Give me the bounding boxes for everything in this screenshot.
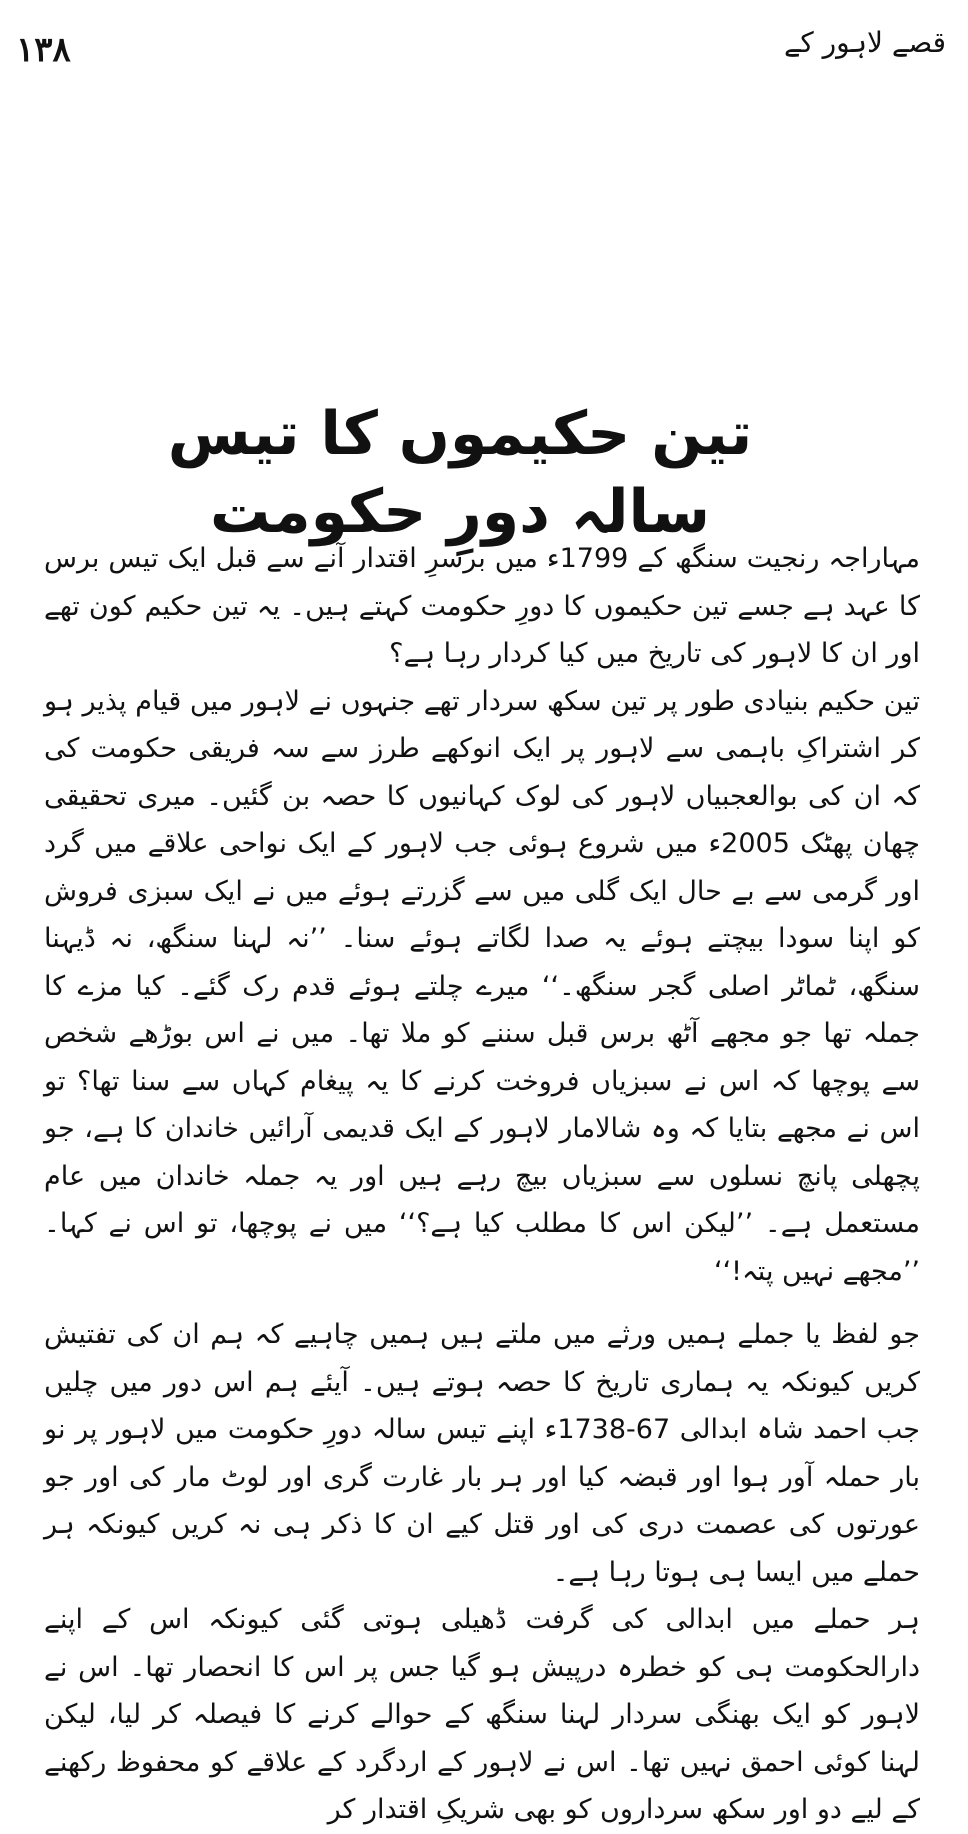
paragraph: تین حکیم بنیادی طور پر تین سکھ سردار تھے جنہوں نے لاہور میں قیام پذیر ہو کر اشتراکِ باہمی سے لاہور پر ایک انوکھے طرز سے سہ فریقی حکومت کی کہ ان کی بوالعجبیاں لاہور کی لوک کہانیوں کا حصہ بن گئیں۔ میری تحقیقی چھان پھٹک 2005ء میں شروع ہوئی جب لاہور کے ایک نواحی علاقے میں گرد اور گرمی سے بے حال ایک گلی میں سے گزرتے ہوئے میں نے ایک سبزی فروش کو اپنا سودا بیچتے ہوئے یہ صدا لگاتے ہوئے سنا۔ ’’نہ لہنا سنگھ، نہ ڈیہنا سنگھ، ٹماٹر اصلی گجر سنگھ۔‘‘ میرے چلتے ہوئے قدم رک گئے۔ کیا مزے کا جملہ تھا جو مجھے آٹھ برس قبل سننے کو ملا تھا۔ میں نے اس بوڑھے شخص سے پوچھا کہ اس نے سبزیاں فروخت کرنے کا یہ پیغام کہاں سے سنا تھا؟ تو اس نے مجھے بتایا کہ وہ شالامار لاہور کے ایک قدیمی آرائیں خاندان کا ہے، جو پچھلی پانچ نسلوں سے سبزیاں بیچ رہے ہیں اور یہ جملہ خاندان میں عام مستعمل ہے۔ ’’لیکن اس کا مطلب کیا ہے؟‘‘ میں نے پوچھا، تو اس نے کہا۔ ’’مجھے نہیں پتہ!‘‘ (44, 685, 920, 1287)
paragraph: ہر حملے میں ابدالی کی گرفت ڈھیلی ہوتی گئی کیونکہ اس کے اپنے دارالحکومت ہی کو خطرہ درپیش ہو گیا جس پر اس کا انحصار تھا۔ اس نے لاہور کو ایک بھنگی سردار لہنا سنگھ کے حوالے کرنے کا فیصلہ کر لیا، لیکن لہنا کوئی احمق نہیں تھا۔ اس نے لاہور کے اردگرد کے علاقے کو محفوظ رکھنے کے لیے دو اور سکھ سرداروں کو بھی شریکِ اقتدار کر (44, 1604, 920, 1825)
page-number: ۱۳۸ (16, 30, 71, 70)
paragraph: جو لفظ یا جملے ہمیں ورثے میں ملتے ہیں ہمیں چاہیے کہ ہم ان کی تفتیش کریں کیونکہ یہ ہماری تاریخ کا حصہ ہوتے ہیں۔ آیئے ہم اس دور میں چلیں جب احمد شاہ ابدالی 67-1738ء اپنے تیس سالہ دورِ حکومت میں لاہور پر نو بار حملہ آور ہوا اور قبضہ کیا اور ہر بار غارت گری اور لوٹ مار کی اور جو عورتوں کی عصمت دری کی اور قتل کیے ان کا ذکر ہی نہ کریں کیونکہ ہر حملے میں ایسا ہی ہوتا رہا ہے۔ (44, 1319, 920, 1588)
chapter-title: تین حکیموں کا تیس سالہ دورِ حکومت (167, 399, 753, 547)
body-text (44, 535, 920, 1834)
paragraph: مہاراجہ رنجیت سنگھ کے 1799ء میں برسرِ اقتدار آنے سے قبل ایک تیس برس کا عہد ہے جسے تین حکیموں کا دورِ حکومت کہتے ہیں۔ یہ تین حکیم کون تھے اور ان کا لاہور کی تاریخ میں کیا کردار رہا ہے؟ (44, 543, 920, 669)
running-head: قصے لاہور کے (784, 26, 946, 59)
